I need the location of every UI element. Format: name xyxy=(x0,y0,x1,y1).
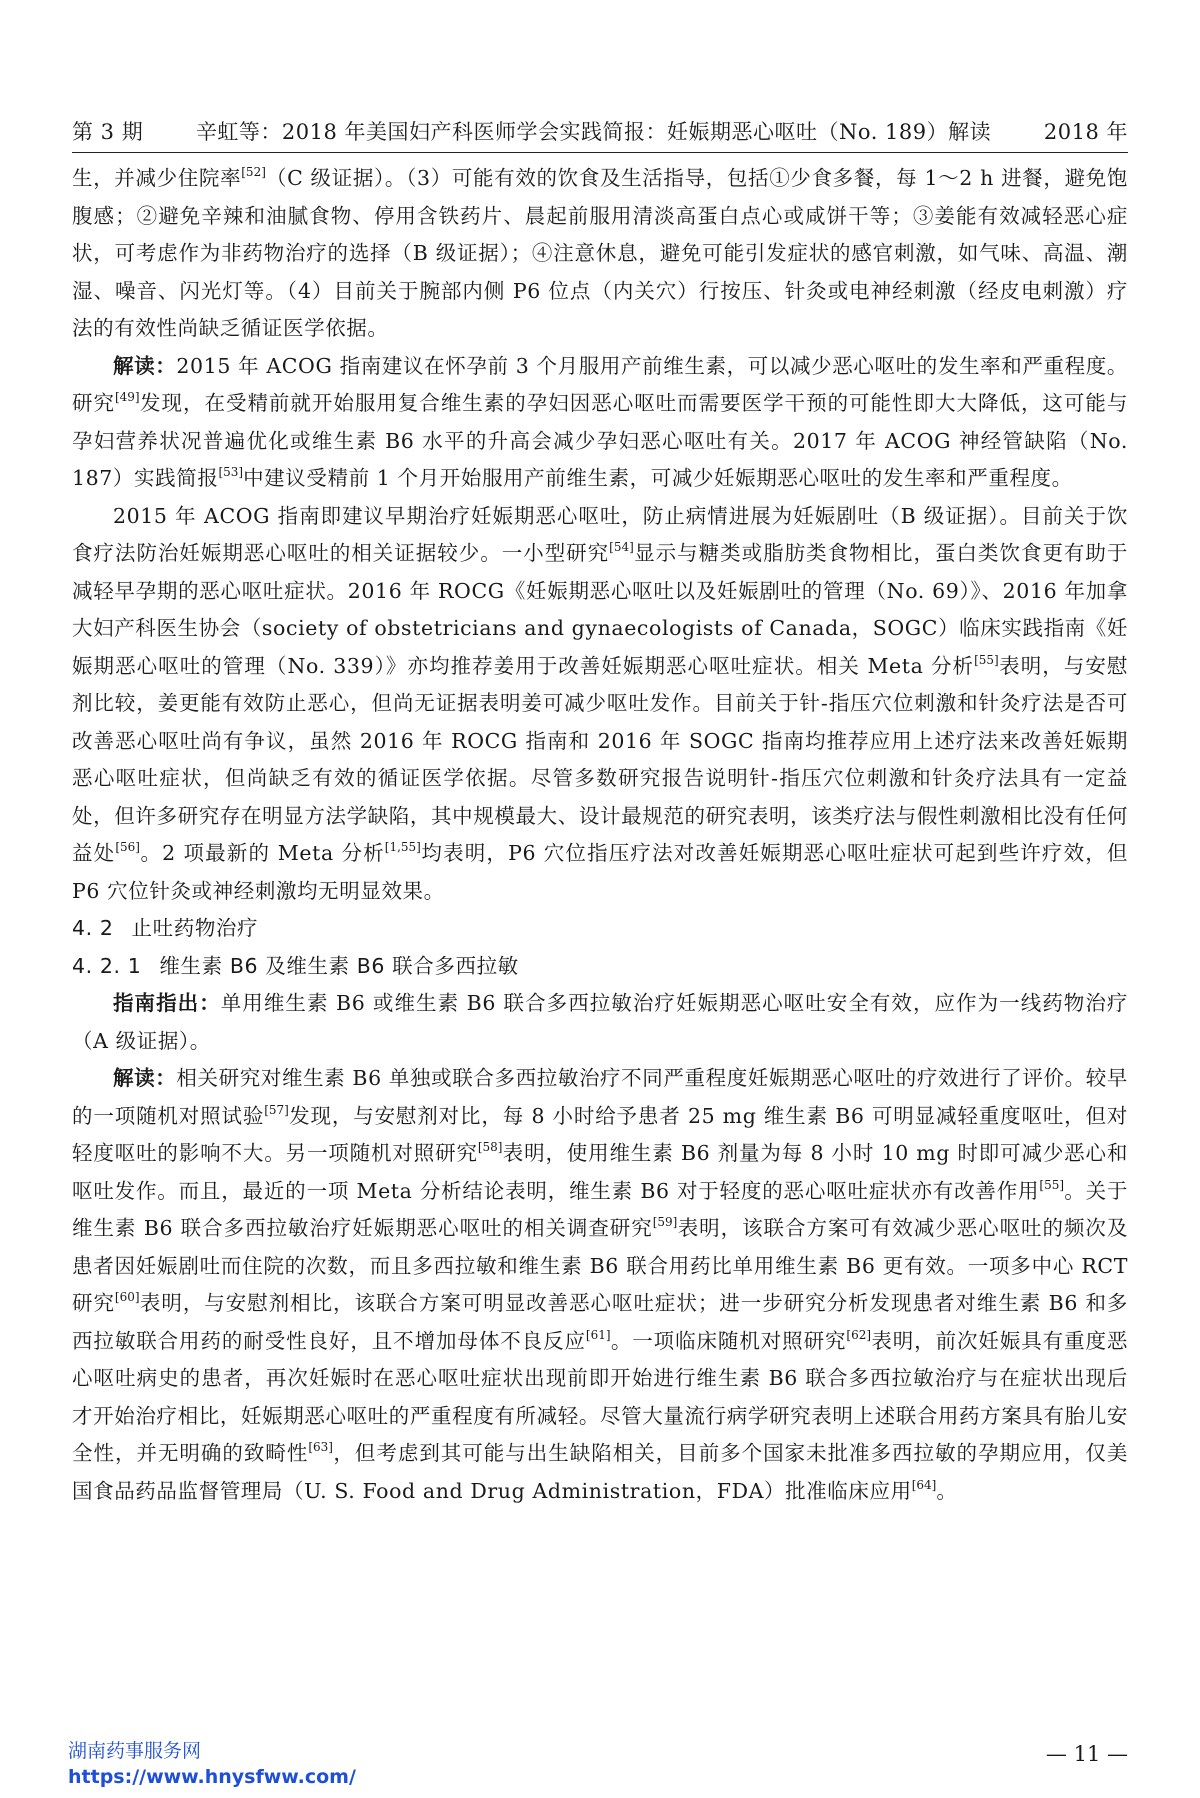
citation: [1,55] xyxy=(384,840,421,854)
site-watermark xyxy=(68,1738,356,1790)
citation: [58] xyxy=(477,1140,503,1154)
citation: [62] xyxy=(846,1327,872,1342)
citation: [57] xyxy=(264,1102,289,1117)
citation: [54] xyxy=(609,540,634,554)
section-heading-4-2 xyxy=(72,910,1128,948)
citation: [63] xyxy=(308,1440,333,1454)
paragraph-5: 解读：相关研究对维生素 B6 单独或联合多西拉敏治疗不同严重程度妊娠期恶心呕吐的疗效进行了评价。较早的一项随机对照试验[57]发现，与安慰剂对比，每 8 小时给予患者 25 mg 维生素 B6 可明显减轻重度呕吐，但对轻度呕吐的影响不大。另一项随机对照研究[58]表明，使用维生素 B6 剂量为每 8 小时 10 mg 时即可减少恶心和呕吐发作。而且，最近的一项 Meta 分析结论表明，维生素 B6 对于轻度的恶心呕吐症状亦有改善作用[55]。关于维生素 B6 联合多西拉敏治疗妊娠期恶心呕吐的相关调查研究[59]表明，该联合方案可有效减少恶心呕吐的频次及患者因妊娠剧吐而住院的次数，而且多西拉敏和维生素 B6 联合用药比单用维生素 B6 更有效。一项多中心 RCT 研究[60]表明，与安慰剂相比，该联合方案可明显改善恶心呕吐症状；进一步研究分析发现患者对维生素 B6 和多西拉敏联合用药的耐受性良好，且不增加母体不良反应[61]。一项临床随机对照研究[62]表明，前次妊娠具有重度恶心呕吐病史的患者，再次妊娠时在恶心呕吐症状出现前即开始进行维生素 B6 联合多西拉敏治疗与在症状出现后才开始治疗相比，妊娠期恶心呕吐的严重程度有所减轻。尽管大量流行病学研究表明上述联合用药方案具有胎儿安全性，并无明确的致畸性[63]，但考虑到其可能与出生缺陷相关，目前多个国家未批准多西拉敏的孕期应用，仅美国食品药品监督管理局（U. S. Food and Drug Administration，FDA）批准临床应用[64]。 xyxy=(72,1066,1129,1503)
paragraph-3: 2015 年 ACOG 指南即建议早期治疗妊娠期恶心呕吐，防止病情进展为妊娠剧吐（B 级证据）。目前关于饮食疗法防治妊娠期恶心呕吐的相关证据较少。一小型研究[54]显示与糖类或脂肪类食物相比，蛋白类饮食更有助于减轻早孕期的恶心呕吐症状。2016 年 ROCG《妊娠期恶心呕吐以及妊娠剧吐的管理（No. 69）》、2016 年加拿大妇产科医生协会（society of obstetricians and gynaecologists of Canada，SOGC）临床实践指南《妊娠期恶心呕吐的管理（No. 339）》亦均推荐姜用于改善妊娠期恶心呕吐症状。相关 Meta 分析[55]表明，与安慰剂比较，姜更能有效防止恶心，但尚无证据表明姜可减少呕吐发作。目前关于针-指压穴位刺激和针灸疗法是否可改善恶心呕吐尚有争议，虽然 2016 年 ROCG 指南和 2016 年 SOGC 指南均推荐应用上述疗法来改善妊娠期恶心呕吐症状，但尚缺乏有效的循证医学依据。尽管多数研究报告说明针-指压穴位刺激和针灸疗法具有一定益处，但许多研究存在明显方法学缺陷，其中规模最大、设计最规范的研究表明，该类疗法与假性刺激相比没有任何益处[56]。2 项最新的 Meta 分析[1,55]均表明，P6 穴位指压疗法对改善妊娠期恶心呕吐症状可起到些许疗效，但 P6 穴位针灸或神经刺激均无明显效果。 xyxy=(72,503,1128,903)
header-year: 2018 年 xyxy=(1043,120,1128,144)
section-number: 4. 2. 1 xyxy=(72,953,142,978)
lead-label: 指南指出： xyxy=(113,991,221,1015)
citation: [55] xyxy=(974,652,999,667)
watermark-site-name: 湖南药事服务网 xyxy=(68,1740,202,1762)
citation: [61] xyxy=(585,1327,611,1342)
lead-label: 解读： xyxy=(113,353,177,378)
citation: [53] xyxy=(218,465,244,479)
paragraph-1: 生，并减少住院率[52]（C 级证据）。（3）可能有效的饮食及生活指导，包括①少食多餐，每 1～2 h 进餐，避免饱腹感；②避免辛辣和油腻食物、停用含铁药片、晨起前服用清淡高蛋白点心或咸饼干等；③姜能有效减轻恶心症状，可考虑作为非药物治疗的选择（B 级证据）；④注意休息，避免可能引发症状的感官刺激，如气味、高温、潮湿、噪音、闪光灯等。（4）目前关于腕部内侧 P6 位点（内关穴）行按压、针灸或电神经刺激（经皮电刺激）疗法的有效性尚缺乏循证医学依据。 xyxy=(72,165,1128,340)
paragraph-2: 解读：2015 年 ACOG 指南建议在怀孕前 3 个月服用产前维生素，可以减少恶心呕吐的发生率和严重程度。研究[49]发现，在受精前就开始服用复合维生素的孕妇因恶心呕吐而需要医学干预的可能性即大大降低，这可能与孕妇营养状况普遍优化或维生素 B6 水平的升高会减少孕妇恶心呕吐有关。2017 年 ACOG 神经管缺陷（No. 187）实践简报[53]中建议受精前 1 个月开始服用产前维生素，可减少妊娠期恶心呕吐的发生率和严重程度。 xyxy=(72,353,1128,490)
citation: [60] xyxy=(114,1290,140,1304)
page-number: — 11 — xyxy=(1045,1742,1128,1766)
issue-label: 第 3 期 xyxy=(72,120,144,144)
citation: [52] xyxy=(241,165,266,179)
citation: [64] xyxy=(911,1477,937,1492)
header-title: 辛虹等：2018 年美国妇产科医师学会实践简报：妊娠期恶心呕吐（No. 189）解读 xyxy=(195,120,992,144)
lead-label: 解读： xyxy=(113,1066,177,1090)
section-title: 维生素 B6 及维生素 B6 联合多西拉敏 xyxy=(159,953,519,978)
section-heading-4-2-1 xyxy=(72,948,1128,986)
citation: [49] xyxy=(114,390,140,404)
watermark-url[interactable]: https://www.hnysfww.com/ xyxy=(68,1766,356,1788)
article-body xyxy=(72,160,1128,1510)
running-header xyxy=(72,110,1128,153)
paragraph-4: 指南指出：单用维生素 B6 或维生素 B6 联合多西拉敏治疗妊娠期恶心呕吐安全有效，应作为一线药物治疗（A 级证据）。 xyxy=(72,991,1128,1053)
section-title: 止吐药物治疗 xyxy=(131,916,259,940)
section-number: 4. 2 xyxy=(72,916,114,940)
citation: [55] xyxy=(1039,1177,1065,1192)
citation: [56] xyxy=(115,840,140,854)
citation: [59] xyxy=(652,1215,678,1229)
